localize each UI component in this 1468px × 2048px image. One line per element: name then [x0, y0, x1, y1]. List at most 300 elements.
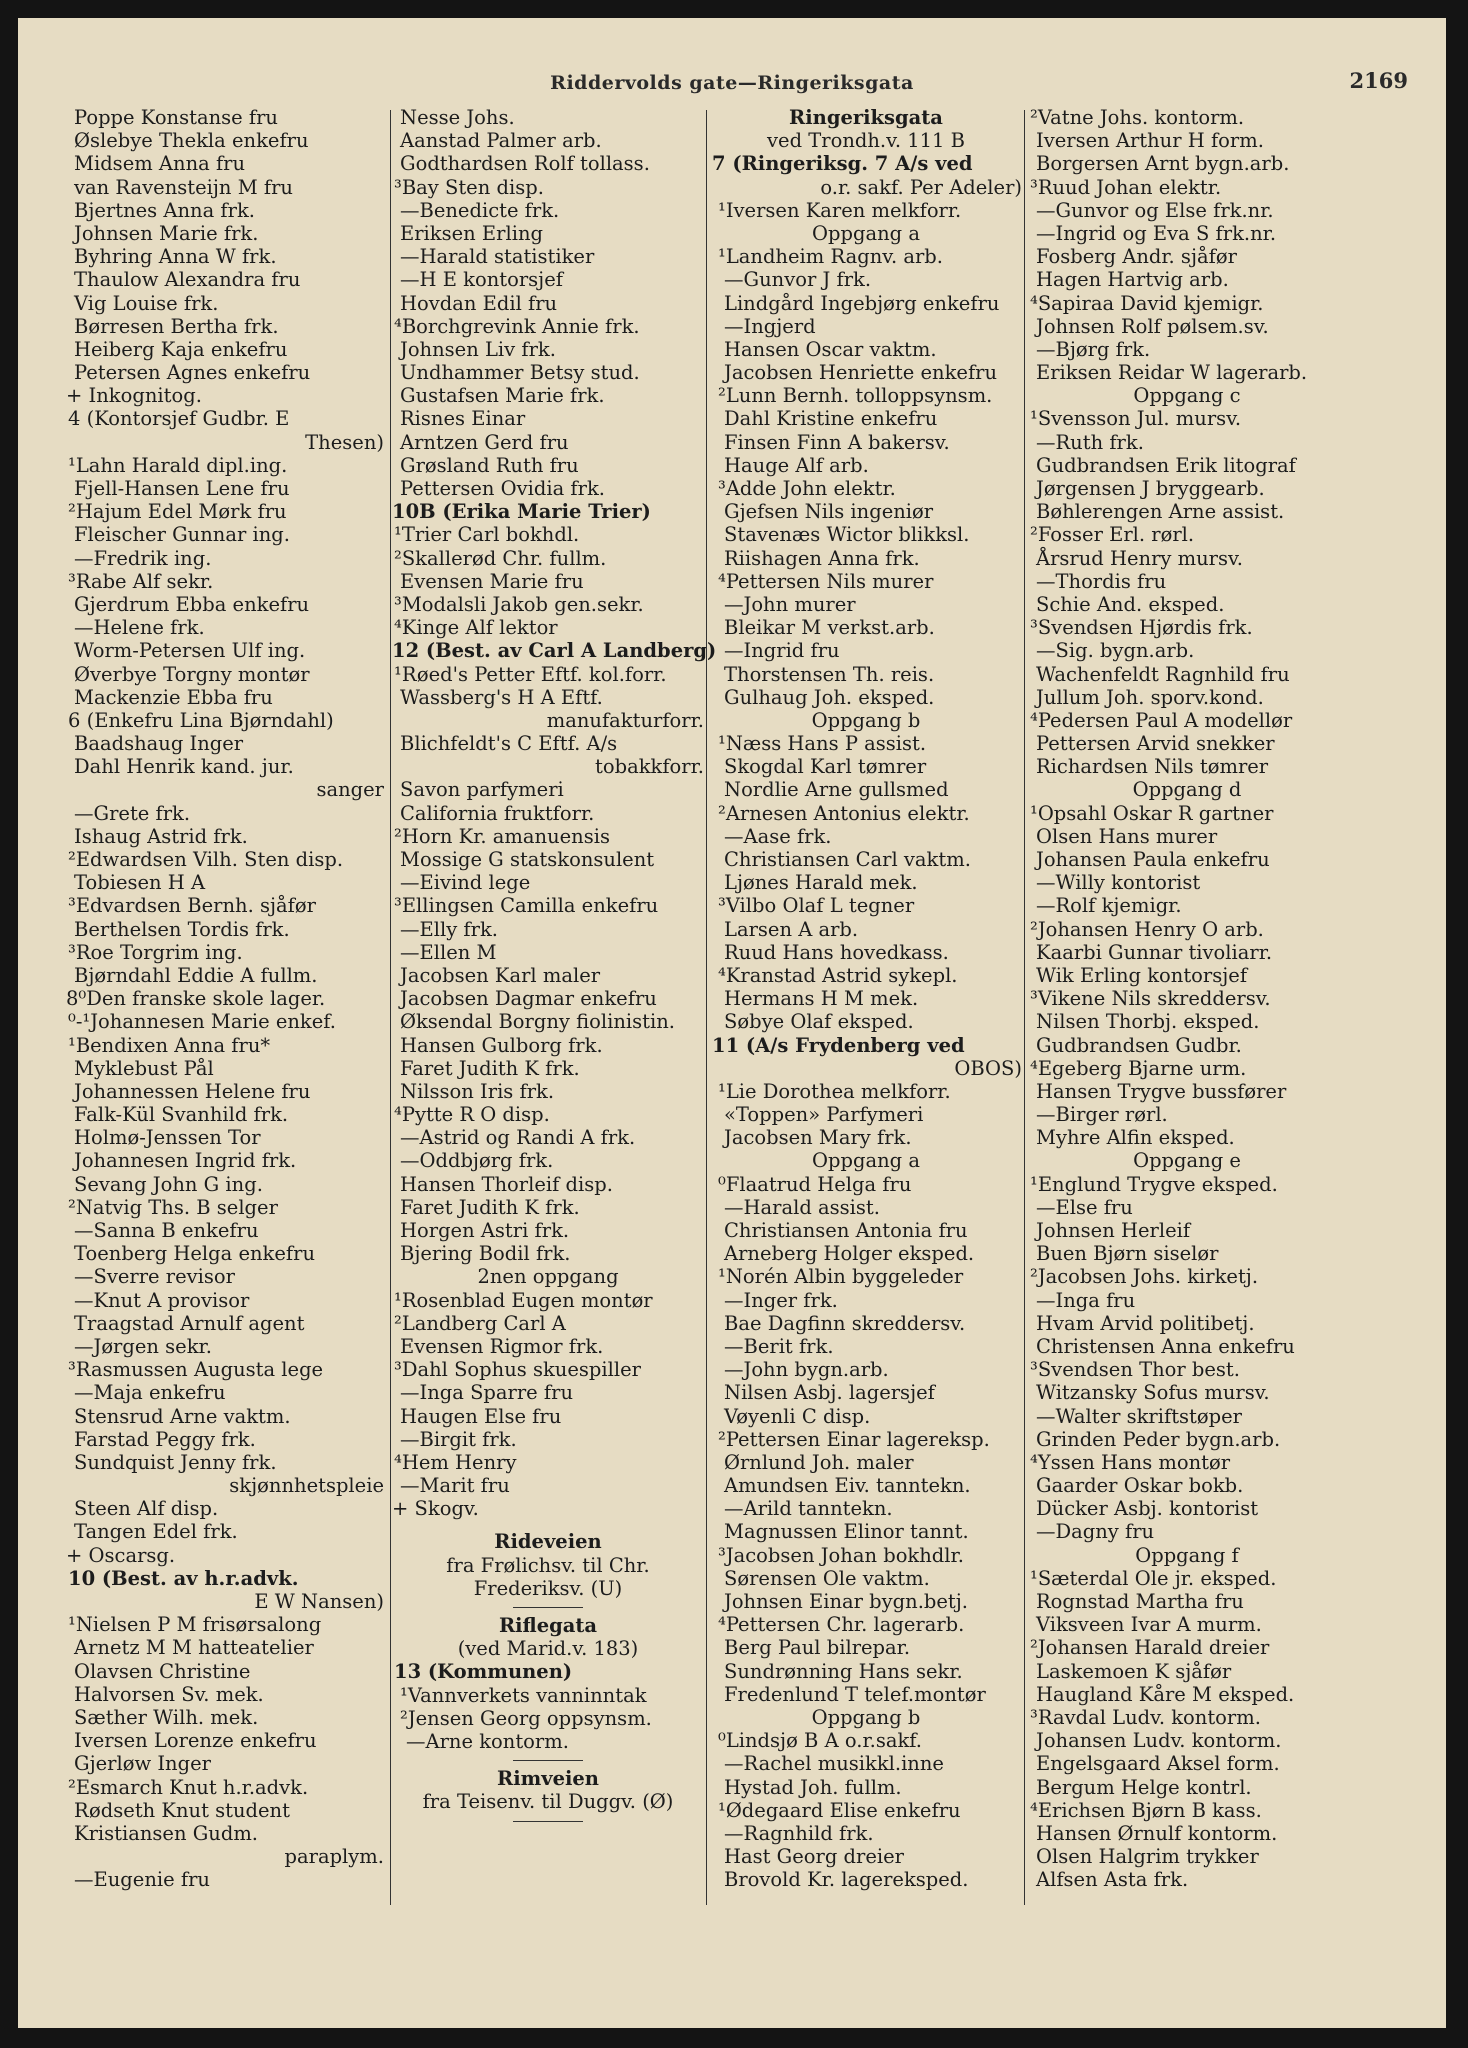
directory-entry: ¹Landheim Ragnv. arb. — [718, 245, 943, 269]
directory-entry: ²Skallerød Chr. fullm. — [394, 546, 607, 570]
directory-entry: ²Jacobsen Johs. kirketj. — [1030, 1265, 1259, 1289]
directory-entry: ¹Vannverkets vanninntak — [400, 1683, 647, 1707]
directory-entry: Arnetz M M hatteatelier — [74, 1636, 314, 1660]
directory-entry: (ved Marid.v. 183) — [457, 1637, 639, 1661]
directory-entry: + Inkognitog. — [66, 384, 202, 408]
directory-entry: Ruud Hans hovedkass. — [724, 940, 949, 964]
directory-entry: —Birger rørl. — [1036, 1103, 1168, 1127]
directory-entry: Haugland Kåre M eksped. — [1036, 1682, 1295, 1706]
directory-entry: ³Svendsen Thor best. — [1030, 1358, 1240, 1382]
directory-entry: ⁴Borchgrevink Annie frk. — [394, 314, 640, 338]
directory-entry: Øksendal Borgny fiolinistin. — [400, 1010, 675, 1034]
directory-entry: Ørnlund Joh. maler — [724, 1450, 914, 1474]
directory-entry: Olsen Hans murer — [1036, 824, 1218, 848]
directory-entry: ¹Englund Trygve eksped. — [1030, 1172, 1278, 1196]
directory-entry: Johansen Ludv. kontorm. — [1036, 1729, 1282, 1753]
directory-entry: ³Ruud Johan elektr. — [1030, 175, 1222, 199]
directory-entry: Thesen) — [305, 430, 384, 454]
directory-entry: ³Edvardsen Bernh. sjåfør — [68, 894, 316, 918]
directory-entry: Olsen Halgrim trykker — [1036, 1845, 1259, 1869]
directory-entry: Jullum Joh. sporv.kond. — [1036, 685, 1264, 709]
directory-entry: —Astrid og Randi A frk. — [400, 1126, 636, 1150]
directory-entry: Worm-Petersen Ulf ing. — [74, 639, 306, 663]
directory-entry: —Ingrid og Eva S frk.nr. — [1036, 221, 1277, 245]
directory-entry: ⁴Pettersen Nils murer — [718, 569, 934, 593]
directory-entry: ⁰-¹Johannesen Marie enkef. — [68, 1010, 336, 1034]
directory-entry: Fredenlund T telef.montør — [724, 1682, 986, 1706]
directory-entry: Gulhaug Joh. eksped. — [724, 685, 935, 709]
directory-entry: Arntzen Gerd fru — [400, 430, 569, 454]
directory-entry: —Gunvor J frk. — [724, 268, 872, 292]
directory-entry: —Rachel musikkl.inne — [724, 1752, 944, 1776]
directory-entry: Iversen Arthur H form. — [1036, 129, 1264, 153]
directory-entry: Kristiansen Gudm. — [74, 1821, 259, 1845]
directory-entry: —Harald assist. — [724, 1195, 880, 1219]
directory-entry: ⁴Pedersen Paul A modellør — [1030, 708, 1293, 732]
directory-entry: —Grete frk. — [74, 801, 191, 825]
directory-entry: ³Bay Sten disp. — [394, 175, 544, 199]
directory-entry: Gaarder Oskar bokb. — [1036, 1474, 1244, 1498]
directory-entry: Bjørndahl Eddie A fullm. — [74, 963, 318, 987]
directory-entry: —Knut A provisor — [74, 1288, 250, 1312]
directory-entry: Hvam Arvid politibetj. — [1036, 1311, 1255, 1335]
directory-entry: Berg Paul bilrepar. — [724, 1636, 911, 1660]
directory-entry: —Inga fru — [1036, 1288, 1136, 1312]
directory-entry: Arneberg Holger eksped. — [724, 1242, 975, 1266]
directory-entry: Eriksen Erling — [400, 221, 543, 245]
column-divider — [706, 110, 707, 1905]
directory-entry: E W Nansen) — [254, 1590, 384, 1613]
directory-entry: Aanstad Palmer arb. — [400, 129, 602, 153]
directory-entry: ²Lunn Bernh. tolloppsynsm. — [718, 384, 993, 408]
directory-entry: + Skogv. — [392, 1497, 479, 1521]
directory-entry: 4 (Kontorsjef Gudbr. E — [68, 407, 290, 431]
directory-entry: Sevang John G ing. — [74, 1172, 263, 1196]
directory-entry: Johnsen Herleif — [1036, 1219, 1191, 1242]
column-divider — [1024, 110, 1025, 1905]
directory-entry: Riishagen Anna frk. — [724, 546, 920, 570]
directory-entry: Berthelsen Tordis frk. — [74, 917, 290, 941]
directory-entry: ⁴Erichsen Bjørn B kass. — [1030, 1798, 1262, 1822]
directory-entry: —Ruth frk. — [1036, 430, 1144, 454]
directory-entry: —John bygn.arb. — [724, 1358, 889, 1382]
directory-entry: Baadshaug Inger — [74, 732, 244, 756]
directory-entry: ²Esmarch Knut h.r.advk. — [68, 1775, 309, 1799]
directory-entry: + Oscarsg. — [66, 1543, 176, 1567]
directory-entry: Faret Judith K frk. — [400, 1056, 580, 1080]
directory-entry: —H E kontorsjef — [400, 268, 563, 292]
directory-entry: Wik Erling kontorsjef — [1036, 963, 1248, 987]
directory-entry: sanger — [316, 778, 384, 802]
directory-entry: Rødseth Knut student — [74, 1798, 290, 1822]
directory-entry: ¹Sæterdal Ole jr. eksped. — [1030, 1566, 1277, 1590]
directory-entry: Fleischer Gunnar ing. — [74, 523, 290, 547]
directory-entry: Savon parfymeri — [400, 778, 564, 802]
directory-entry: ¹Lie Dorothea melkforr. — [718, 1079, 951, 1103]
directory-heading: 12 (Best. av Carl A Landberg) — [392, 639, 717, 663]
directory-heading: Rideveien — [494, 1530, 602, 1554]
directory-entry: ³Dahl Sophus skuespiller — [394, 1358, 641, 1382]
directory-entry: Tangen Edel frk. — [74, 1520, 238, 1544]
section-divider — [392, 1600, 704, 1614]
directory-entry: —Oddbjørg frk. — [400, 1149, 554, 1173]
directory-entry: 6 (Enkefru Lina Bjørndahl) — [68, 708, 334, 732]
directory-entry: 8⁰Den franske skole lager. — [66, 987, 326, 1011]
directory-entry: Christiansen Carl vaktm. — [724, 848, 971, 871]
directory-entry: Vøyenli C disp. — [724, 1404, 871, 1428]
directory-entry: ³Vikene Nils skreddersv. — [1030, 987, 1271, 1011]
directory-entry: —Benedicte frk. — [400, 198, 560, 222]
directory-entry: Stavenæs Wictor blikksl. — [724, 523, 970, 547]
directory-entry: Johnsen Liv frk. — [400, 337, 556, 361]
directory-entry: 2nen oppgang — [477, 1265, 619, 1289]
directory-entry: Nilsen Thorbj. eksped. — [1036, 1010, 1260, 1034]
directory-entry: ³Ravdal Ludv. kontorm. — [1030, 1705, 1261, 1729]
directory-entry: Brovold Kr. lagereksped. — [724, 1868, 969, 1892]
directory-entry: Farstad Peggy frk. — [74, 1427, 256, 1451]
directory-entry: Skogdal Karl tømrer — [724, 755, 927, 779]
directory-entry: —Sverre revisor — [74, 1265, 235, 1289]
directory-entry: Falk-Kül Svanhild frk. — [74, 1103, 289, 1127]
directory-entry: Gjerdrum Ebba enkefru — [74, 592, 310, 616]
directory-entry: Gudbrandsen Gudbr. — [1036, 1033, 1242, 1057]
directory-entry: —Arild tanntekn. — [724, 1497, 893, 1521]
directory-entry: Gudbrandsen Erik litograf — [1036, 453, 1296, 477]
directory-entry: —Inga Sparre fru — [400, 1381, 574, 1405]
directory-entry: Midsem Anna fru — [74, 152, 246, 176]
directory-entry: ⁴Kranstad Astrid sykepl. — [718, 963, 958, 987]
directory-entry: Mossige G statskonsulent — [400, 848, 655, 871]
directory-heading: 10 (Best. av h.r.advk. — [68, 1566, 299, 1590]
directory-column-1 — [66, 106, 384, 1891]
directory-entry: ³Ellingsen Camilla enkefru — [394, 894, 659, 918]
directory-entry: Oppgang b — [811, 708, 921, 732]
directory-entry: —Aase frk. — [724, 824, 832, 848]
directory-column-4 — [1028, 106, 1346, 1891]
directory-entry: Faret Judith K frk. — [400, 1195, 580, 1219]
directory-entry: Gjerløw Inger — [74, 1752, 211, 1776]
directory-entry: Jacobsen Dagmar enkefru — [400, 987, 657, 1011]
directory-column-2 — [392, 106, 717, 1828]
directory-entry: —Ellen M — [400, 940, 497, 964]
directory-entry: Pettersen Ovidia frk. — [400, 477, 605, 500]
directory-entry: Hagen Hartvig arb. — [1036, 268, 1229, 292]
directory-entry: Halvorsen Sv. mek. — [74, 1682, 264, 1706]
directory-entry: Larsen A arb. — [724, 917, 859, 941]
directory-entry: «Toppen» Parfymeri — [724, 1103, 924, 1127]
directory-entry: Fosberg Andr. sjåfør — [1036, 245, 1237, 269]
directory-entry: Lindgård Ingebjørg enkefru — [724, 291, 1000, 315]
directory-entry: Bøhlerengen Arne assist. — [1036, 500, 1285, 524]
directory-entry: Alfsen Asta frk. — [1036, 1868, 1189, 1892]
directory-entry: Iversen Lorenze enkefru — [74, 1729, 317, 1753]
directory-entry: Engelsgaard Aksel form. — [1036, 1752, 1280, 1776]
directory-entry: ⁰Lindsjø B A o.r.sakf. — [718, 1729, 922, 1753]
directory-entry: ¹Lahn Harald dipl.ing. — [68, 453, 288, 477]
directory-entry: ²Johansen Harald dreier — [1030, 1636, 1270, 1660]
directory-entry: Oppgang b — [811, 1705, 921, 1729]
directory-entry: ¹Røed's Petter Eftf. kol.forr. — [394, 662, 667, 686]
directory-entry: Stensrud Arne vaktm. — [74, 1404, 291, 1428]
directory-entry: —Berit frk. — [724, 1334, 834, 1358]
directory-entry: —Harald statistiker — [400, 245, 595, 269]
directory-entry: Schie And. eksped. — [1036, 592, 1225, 616]
directory-heading: 10B (Erika Marie Trier) — [392, 500, 651, 524]
directory-entry: —Eugenie fru — [74, 1868, 210, 1892]
directory-entry: Petersen Agnes enkefru — [74, 361, 311, 385]
directory-entry: Johnsen Marie frk. — [74, 221, 259, 245]
directory-entry: o.r. sakf. Per Adeler) — [820, 175, 1022, 199]
directory-entry: Ljønes Harald mek. — [724, 871, 918, 895]
directory-entry: Wassberg's H A Eftf. — [400, 685, 603, 709]
directory-entry: Rognstad Martha fru — [1036, 1590, 1244, 1613]
directory-entry: Laskemoen K sjåfør — [1036, 1659, 1232, 1683]
directory-entry: Hystad Joh. fullm. — [724, 1775, 902, 1799]
directory-entry: —Else fru — [1036, 1195, 1133, 1219]
directory-entry: Christiansen Antonia fru — [724, 1219, 968, 1242]
directory-entry: Undhammer Betsy stud. — [400, 361, 640, 385]
directory-column-3 — [710, 106, 1022, 1891]
directory-entry: Øverbye Torgny montør — [74, 662, 310, 686]
directory-entry: —Helene frk. — [74, 616, 205, 640]
directory-entry: Grøsland Ruth fru — [400, 453, 579, 477]
directory-entry: —Walter skriftstøper — [1036, 1404, 1242, 1428]
directory-entry: Buen Bjørn siselør — [1036, 1242, 1219, 1266]
directory-entry: —Arne kontorm. — [406, 1729, 569, 1753]
directory-heading: 13 (Kommunen) — [394, 1660, 573, 1684]
directory-entry: ¹Trier Carl bokhdl. — [394, 523, 580, 547]
directory-entry: ²Pettersen Einar lagereksp. — [718, 1427, 990, 1451]
directory-entry: —Bjørg frk. — [1036, 337, 1151, 361]
directory-entry: California fruktforr. — [400, 801, 595, 825]
directory-entry: ²Natvig Ths. B selger — [68, 1195, 278, 1219]
directory-entry: —Willy kontorist — [1036, 871, 1201, 895]
directory-entry: Jørgensen J bryggearb. — [1036, 477, 1265, 500]
section-gap — [392, 1520, 704, 1530]
directory-entry: Jacobsen Karl maler — [400, 963, 601, 987]
directory-entry: Gustafsen Marie frk. — [400, 384, 605, 408]
directory-entry: OBOS) — [954, 1056, 1022, 1080]
directory-entry: ¹Næss Hans P assist. — [718, 732, 927, 756]
section-divider — [392, 1753, 704, 1767]
directory-entry: Nordlie Arne gullsmed — [724, 778, 949, 802]
directory-entry: ⁰Flaatrud Helga fru — [718, 1172, 912, 1196]
directory-entry: Viksveen Ivar A murm. — [1036, 1613, 1262, 1637]
directory-entry: ⁴Kinge Alf lektor — [394, 616, 558, 640]
directory-entry: ²Fosser Erl. rørl. — [1030, 523, 1195, 547]
directory-entry: Christensen Anna enkefru — [1036, 1334, 1295, 1358]
directory-entry: Grinden Peder bygn.arb. — [1036, 1427, 1281, 1451]
directory-entry: ⁴Yssen Hans montør — [1030, 1450, 1231, 1474]
directory-entry: ⁴Hem Henry — [394, 1450, 517, 1474]
directory-entry: Toenberg Helga enkefru — [74, 1242, 315, 1266]
directory-entry: ²Hajum Edel Mørk fru — [68, 500, 287, 524]
directory-entry: ¹Nielsen P M frisørsalong — [68, 1613, 322, 1637]
directory-entry: —Ingrid fru — [724, 639, 840, 663]
directory-entry: Bleikar M verkst.arb. — [724, 616, 935, 640]
directory-heading: Rimveien — [497, 1767, 599, 1791]
directory-entry: Søbye Olaf eksped. — [724, 1010, 914, 1034]
directory-entry: —Ingjerd — [724, 314, 816, 338]
directory-entry: skjønnhetspleie — [229, 1474, 384, 1498]
directory-entry: Sæther Wilh. mek. — [74, 1705, 259, 1729]
directory-entry: ved Trondh.v. 111 B — [767, 129, 965, 153]
directory-entry: Hast Georg dreier — [724, 1845, 904, 1869]
directory-entry: Johansen Paula enkefru — [1036, 848, 1270, 871]
directory-entry: Oppgang a — [812, 221, 920, 245]
directory-entry: ¹Ødegaard Elise enkefru — [718, 1798, 961, 1822]
directory-entry: Evensen Marie fru — [400, 569, 584, 593]
directory-entry: —Fredrik ing. — [74, 546, 212, 570]
directory-entry: Mackenzie Ebba fru — [74, 685, 273, 709]
directory-entry: Oppgang a — [812, 1149, 920, 1173]
directory-entry: ²Jensen Georg oppsynsm. — [400, 1706, 652, 1730]
directory-entry: Bergum Helge kontrl. — [1036, 1775, 1252, 1799]
directory-page — [18, 18, 1446, 2028]
directory-entry: Hermans H M mek. — [724, 987, 919, 1011]
directory-entry: Oppgang c — [1133, 384, 1241, 408]
directory-entry: Richardsen Nils tømrer — [1036, 755, 1269, 779]
directory-entry: Bae Dagfinn skreddersv. — [724, 1311, 966, 1335]
directory-entry: Hansen Ørnulf kontorm. — [1036, 1821, 1278, 1845]
directory-entry: —John murer — [724, 592, 856, 616]
directory-entry: Johnsen Einar bygn.betj. — [724, 1590, 968, 1613]
directory-entry: Nilsen Asbj. lagersjef — [724, 1381, 935, 1405]
directory-entry: Hansen Trygve bussfører — [1036, 1079, 1287, 1103]
directory-entry: Dücker Asbj. kontorist — [1036, 1497, 1259, 1521]
directory-entry: ²Arnesen Antonius elektr. — [718, 801, 970, 825]
directory-entry: Wachenfeldt Ragnhild fru — [1036, 662, 1290, 686]
directory-entry: Traagstad Arnulf agent — [74, 1311, 305, 1335]
directory-entry: ²Johansen Henry O arb. — [1030, 917, 1264, 941]
directory-entry: ³Rabe Alf sekr. — [68, 569, 214, 593]
directory-entry: Oppgang f — [1135, 1543, 1239, 1567]
directory-entry: Heiberg Kaja enkefru — [74, 337, 288, 361]
directory-entry: Myhre Alfin eksped. — [1036, 1126, 1235, 1150]
street-range-title: Riddervolds gate—Ringeriksgata — [550, 72, 914, 94]
directory-entry: Finsen Finn A bakersv. — [724, 430, 950, 454]
directory-entry: —Elly frk. — [400, 917, 498, 941]
directory-entry: paraplym. — [284, 1845, 384, 1869]
section-divider — [392, 1814, 704, 1828]
directory-entry: Bjertnes Anna frk. — [74, 198, 255, 222]
directory-entry: Sørensen Ole vaktm. — [724, 1566, 930, 1590]
directory-entry: Haugen Else fru — [400, 1404, 562, 1428]
directory-entry: Magnussen Elinor tannt. — [724, 1520, 969, 1544]
directory-entry: ¹Rosenblad Eugen montør — [394, 1288, 653, 1312]
directory-entry: —Rolf kjemigr. — [1036, 894, 1182, 918]
directory-entry: Myklebust Pål — [74, 1056, 214, 1080]
directory-entry: Johannesen Ingrid frk. — [74, 1149, 297, 1173]
directory-entry: Tobiesen H A — [74, 871, 206, 895]
directory-entry: ⁴Sapiraa David kjemigr. — [1030, 291, 1264, 315]
directory-entry: Sundquist Jenny frk. — [74, 1450, 277, 1474]
directory-entry: —Eivind lege — [400, 871, 531, 895]
directory-entry: Vig Louise frk. — [74, 291, 219, 315]
directory-entry: ³Adde John elektr. — [718, 477, 896, 500]
directory-entry: ⁴Pytte R O disp. — [394, 1103, 550, 1127]
directory-entry: Hansen Thorleif disp. — [400, 1172, 613, 1196]
directory-entry: —Sanna B enkefru — [74, 1219, 259, 1242]
directory-entry: ¹Norén Albin byggeleder — [718, 1265, 964, 1289]
directory-entry: Johnsen Rolf pølsem.sv. — [1036, 314, 1269, 338]
page-header — [18, 66, 1446, 106]
directory-entry: —Maja enkefru — [74, 1381, 226, 1405]
directory-entry: ⁴Egeberg Bjarne urm. — [1030, 1056, 1247, 1080]
directory-entry: ²Horn Kr. amanuensis — [394, 824, 610, 848]
directory-entry: fra Teisenv. til Duggv. (Ø) — [422, 1790, 674, 1814]
directory-entry: ¹Opsahl Oskar R gartner — [1030, 801, 1274, 825]
directory-heading: 7 (Ringeriksg. 7 A/s ved — [712, 152, 973, 176]
directory-entry: Thaulow Alexandra fru — [74, 268, 301, 292]
directory-entry: Steen Alf disp. — [74, 1497, 219, 1521]
directory-entry: Fjell-Hansen Lene fru — [74, 477, 290, 500]
directory-entry: Godthardsen Rolf tollass. — [400, 152, 650, 176]
directory-entry: fra Frølichsv. til Chr. — [446, 1553, 650, 1577]
directory-entry: Nilsson Iris frk. — [400, 1079, 555, 1103]
directory-entry: Kaarbi Gunnar tivoliarr. — [1036, 940, 1273, 964]
directory-entry: tobakkforr. — [595, 755, 704, 779]
directory-entry: Thorstensen Th. reis. — [724, 662, 935, 686]
directory-entry: Oppgang e — [1133, 1149, 1241, 1173]
directory-entry: Evensen Rigmor frk. — [400, 1334, 604, 1358]
directory-entry: —Jørgen sekr. — [74, 1334, 212, 1358]
directory-entry: ²Edwardsen Vilh. Sten disp. — [68, 848, 344, 871]
directory-entry: Ishaug Astrid frk. — [74, 824, 248, 848]
directory-entry: Risnes Einar — [400, 407, 526, 431]
directory-entry: Witzansky Sofus mursv. — [1036, 1381, 1270, 1405]
directory-entry: —Marit fru — [400, 1474, 510, 1498]
directory-entry: Amundsen Eiv. tanntekn. — [724, 1474, 971, 1498]
directory-entry: —Birgit frk. — [400, 1427, 517, 1451]
directory-entry: Pettersen Arvid snekker — [1036, 732, 1275, 756]
column-divider — [390, 110, 391, 1905]
directory-entry: ²Vatne Johs. kontorm. — [1030, 106, 1245, 129]
directory-entry: Dahl Henrik kand. jur. — [74, 755, 294, 779]
directory-entry: —Inger frk. — [724, 1288, 838, 1312]
directory-entry: Øslebye Thekla enkefru — [74, 129, 309, 153]
directory-entry: —Sig. bygn.arb. — [1036, 639, 1195, 663]
page-number: 2169 — [1349, 68, 1408, 93]
directory-entry: Horgen Astri frk. — [400, 1219, 570, 1242]
directory-entry: Hansen Gulborg frk. — [400, 1033, 603, 1057]
directory-heading: 11 (A/s Frydenberg ved — [712, 1033, 965, 1057]
directory-entry: ³Svendsen Hjørdis frk. — [1030, 616, 1253, 640]
directory-entry: Oppgang d — [1132, 778, 1242, 802]
directory-entry: Borgersen Arnt bygn.arb. — [1036, 152, 1290, 176]
directory-entry: Børresen Bertha frk. — [74, 314, 279, 338]
directory-entry: ³Jacobsen Johan bokhdlr. — [718, 1543, 964, 1567]
directory-heading: Riflegata — [498, 1614, 598, 1637]
directory-entry: Jacobsen Mary frk. — [724, 1126, 912, 1150]
directory-entry: ⁴Pettersen Chr. lagerarb. — [718, 1613, 965, 1637]
directory-heading: Ringeriksgata — [789, 106, 943, 129]
directory-entry: —Gunvor og Else frk.nr. — [1036, 198, 1274, 222]
directory-entry: Jacobsen Henriette enkefru — [724, 361, 998, 385]
directory-entry: —Ragnhild frk. — [724, 1821, 874, 1845]
directory-entry: ¹Bendixen Anna fru* — [68, 1033, 271, 1057]
directory-entry: ¹Svensson Jul. mursv. — [1030, 407, 1242, 431]
directory-entry: ³Vilbo Olaf L tegner — [718, 894, 915, 918]
directory-entry: Dahl Kristine enkefru — [724, 407, 938, 431]
directory-entry: Olavsen Christine — [74, 1659, 251, 1683]
directory-entry: Frederiksv. (U) — [473, 1576, 623, 1600]
directory-entry: ¹Iversen Karen melkforr. — [718, 198, 962, 222]
directory-entry: —Dagny fru — [1036, 1520, 1155, 1544]
directory-entry: Blichfeldt's C Eftf. A/s — [400, 732, 618, 756]
directory-entry: ²Landberg Carl A — [394, 1311, 566, 1335]
directory-entry: Holmø-Jenssen Tor — [74, 1126, 261, 1150]
